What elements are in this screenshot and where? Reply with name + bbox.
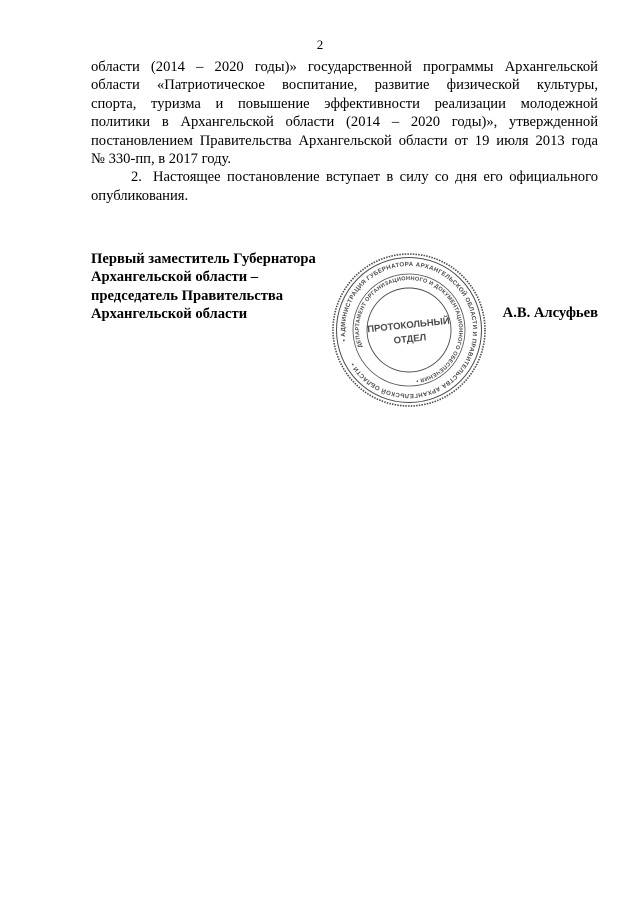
stamp-center-text-1: ПРОТОКОЛЬНЫЙ — [366, 315, 451, 336]
signer-title-line-2: Архангельской области – — [91, 269, 259, 286]
stamp-outer-ring-text: • АДМИНИСТРАЦИЯ ГУБЕРНАТОРА АРХАНГЕЛЬСКОЙ ОБЛАСТИ И ПРАВИТЕЛЬСТВА АРХАНГЕЛЬСКОЙ ОБЛАСТИ • — [339, 260, 479, 400]
page-number: 2 — [316, 37, 324, 52]
item-2-text: Настоящее постановление вступает в силу со дня его официального — [153, 169, 598, 186]
body-line-6: № 330-пп, в 2017 году. — [91, 151, 232, 168]
item-2-second-line: опубликования. — [91, 187, 189, 204]
signer-name: А.В. Алсуфьев — [502, 305, 598, 321]
body-line-5: постановлением Правительства Архангельской области от 19 июля 2013 года — [91, 132, 598, 149]
body-line-2: области «Патриотическое воспитание, развитие физической культуры, — [91, 77, 598, 94]
signer-title-line-1: Первый заместитель Губернатора — [91, 251, 316, 267]
official-stamp — [329, 250, 489, 410]
signer-title-line-3: председатель Правительства — [91, 287, 284, 304]
item-2-number: 2. — [131, 169, 142, 186]
signer-title-line-4: Архангельской области — [91, 306, 248, 323]
body-line-3: спорта, туризма и повышение эффективности реализации молодежной — [91, 95, 598, 112]
item-2-first-line — [91, 168, 598, 186]
body-line-1: области (2014 – 2020 годы)» государственной программы Архангельской — [91, 59, 598, 75]
document-body — [91, 58, 598, 205]
body-line-4: политики в Архангельской области (2014 – 2020 годы)», утвержденной — [91, 114, 598, 131]
stamp-inner-ring-text: ДЕПАРТАМЕНТ ОРГАНИЗАЦИОННОГО И ДОКУМЕНТАЦИОННОГО ОБЕСПЕЧЕНИЯ • — [354, 275, 464, 384]
stamp-center-text-2: ОТДЕЛ — [393, 332, 427, 347]
